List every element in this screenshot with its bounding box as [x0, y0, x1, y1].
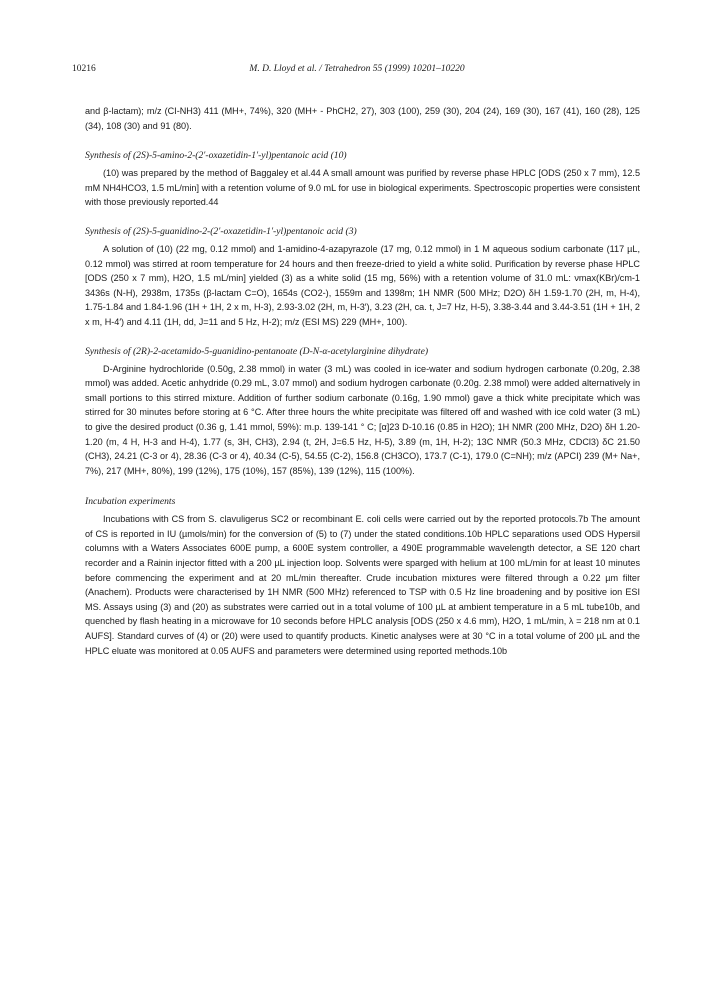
- section-heading: Synthesis of (2S)-5-amino-2-(2′-oxazetidin-1′-yl)pentanoic acid (10): [85, 150, 347, 162]
- section-paragraph: (10) was prepared by the method of Baggaley et al.44 A small amount was purified by reverse phase HPLC [ODS (250 x 7 mm), 12.5 mM NH4HCO3, 1.5 mL/min] with a retention volume of 9.0 mL for use in biological experiments. Spectroscopic properties were consistent with those previously reported.44: [85, 168, 640, 208]
- article-body: [85, 104, 640, 658]
- section-paragraph: Incubations with CS from S. clavuligerus SC2 or recombinant E. coli cells were carried out by the reported protocols.7b The amount of CS is reported in IU (µmols/min) for the conversion of (5) to (7) under the stated conditions.10b HPLC separations used ODS Hypersil columns with a Waters Associates 600E pump, a 600E system controller, a 490E programmable wavelength detector, a SE 120 chart recorder and a Rainin injector fitted with a 200 µL injection loop. Solvents were sparged with helium at 100 mL/min for at least 10 minutes before commencing the experiment and at 20 mL/min thereafter. Crude incubation mixtures were filtered through a 0.22 µm filter (Anachem). Products were characterised by 1H NMR (500 MHz) referenced to TSP with 0.5 Hz line broadening and by positive ion ESI MS. Assays using (3) and (20) as substrates were carried out in a total volume of 100 µL at ambient temperature in a 5 mL tube10b, and quenched by flash heating in a microwave for 10 seconds before HPLC analysis [ODS (250 x 4.6 mm), H2O, 1 mL/min, λ = 218 nm at 0.1 AUFS]. Standard curves of (4) or (20) were used to quantify products. Kinetic analyses were at 30 °C in a total volume of 200 µL and the HPLC eluate was monitored at 0.05 AUFS and parameters were determined using reported methods.10b: [85, 514, 640, 656]
- section-heading: Synthesis of (2R)-2-acetamido-5-guanidino-pentanoate (D-N-α-acetylarginine dihydrate): [85, 345, 429, 357]
- continuation-paragraph: and β-lactam); m/z (CI-NH3) 411 (MH+, 74%), 320 (MH+ - PhCH2, 27), 303 (100), 259 (30), 204 (24), 169 (30), 167 (41), 160 (28), 125 (34), 108 (30) and 91 (80).: [85, 106, 640, 131]
- running-head: [72, 62, 642, 76]
- section-paragraph: A solution of (10) (22 mg, 0.12 mmol) and 1-amidino-4-azapyrazole (17 mg, 0.12 mmol) in 1 M aqueous sodium carbonate (117 µL, 0.12 mmol) was stirred at room temperature for 24 hours and then freeze-dried to yield a white solid. Purification by reverse phase HPLC [ODS (250 x 7 mm), H2O, 1.5 mL/min] yielded (3) as a white solid (15 mg, 56%) with a retention volume of 31.0 mL: νmax(KBr)/cm-1 3436s (N-H), 2938m, 1735s (β-lactam C=O), 1654s (CO2-), 1559m and 1398m; 1H NMR (500 MHz; D2O) δH 1.59-1.70 (2H, m, H-4), 1.75-1.84 and 1.84-1.96 (1H + 1H, 2 x m, H-3), 2.93-3.02 (2H, m, H-3′), 3.23 (2H, ca. t, J=7 Hz, H-5), 3.38-3.44 and 3.44-3.51 (1H + 1H, 2 x m, H-4′) and 4.11 (1H, dd, J=11 and 5 Hz, H-2); m/z (ESI MS) 229 (MH+, 100).: [85, 243, 640, 327]
- section-heading: Incubation experiments: [85, 496, 176, 508]
- journal-citation: M. D. Lloyd et al. / Tetrahedron 55 (1999) 10201–10220: [249, 64, 465, 74]
- section-heading: Synthesis of (2S)-5-guanidino-2-(2′-oxazetidin-1′-yl)pentanoic acid (3): [85, 225, 357, 237]
- page-number: 10216: [72, 64, 96, 74]
- section-paragraph: D-Arginine hydrochloride (0.50g, 2.38 mmol) in water (3 mL) was cooled in ice-water and sodium hydrogen carbonate (0.20g, 2.38 mmol) was added. Acetic anhydride (0.29 mL, 3.07 mmol) and sodium hydrogen carbonate (0.20g. 2.38 mmol) were added alternatively in small portions to this stirred mixture. Addition of further sodium carbonate (0.16g, 1.90 mmol) gave a thick white precipitate which was stirred for 30 minutes before storing at 6 °C. After three hours the white precipitate was filtered off and washed with ice cold water (3 mL) to give the desired product (0.36 g, 1.41 mmol, 59%): m.p. 139-141 ° C; [α]23 D-10.16 (0.85 in H2O); 1H NMR (200 MHz, D2O) δH 1.20-1.20 (m, 4 H, H-3 and H-4), 1.77 (s, 3H, CH3), 2.94 (t, 2H, J=6.5 Hz, H-5), 3.89 (m, 1H, H-2); 13C NMR (50.3 MHz, CDCl3) δC 21.50 (CH3), 24.21 (C-3 or 4), 28.36 (C-3 or 4), 40.34 (C-5), 54.55 (C-2), 156.8 (CH3CO), 173.7 (C-1), 179.0 (C=NH); m/z (APCI) 239 (M+ Na+, 7%), 217 (MH+, 80%), 199 (12%), 175 (10%), 157 (85%), 139 (12%), 115 (100%).: [85, 363, 641, 476]
